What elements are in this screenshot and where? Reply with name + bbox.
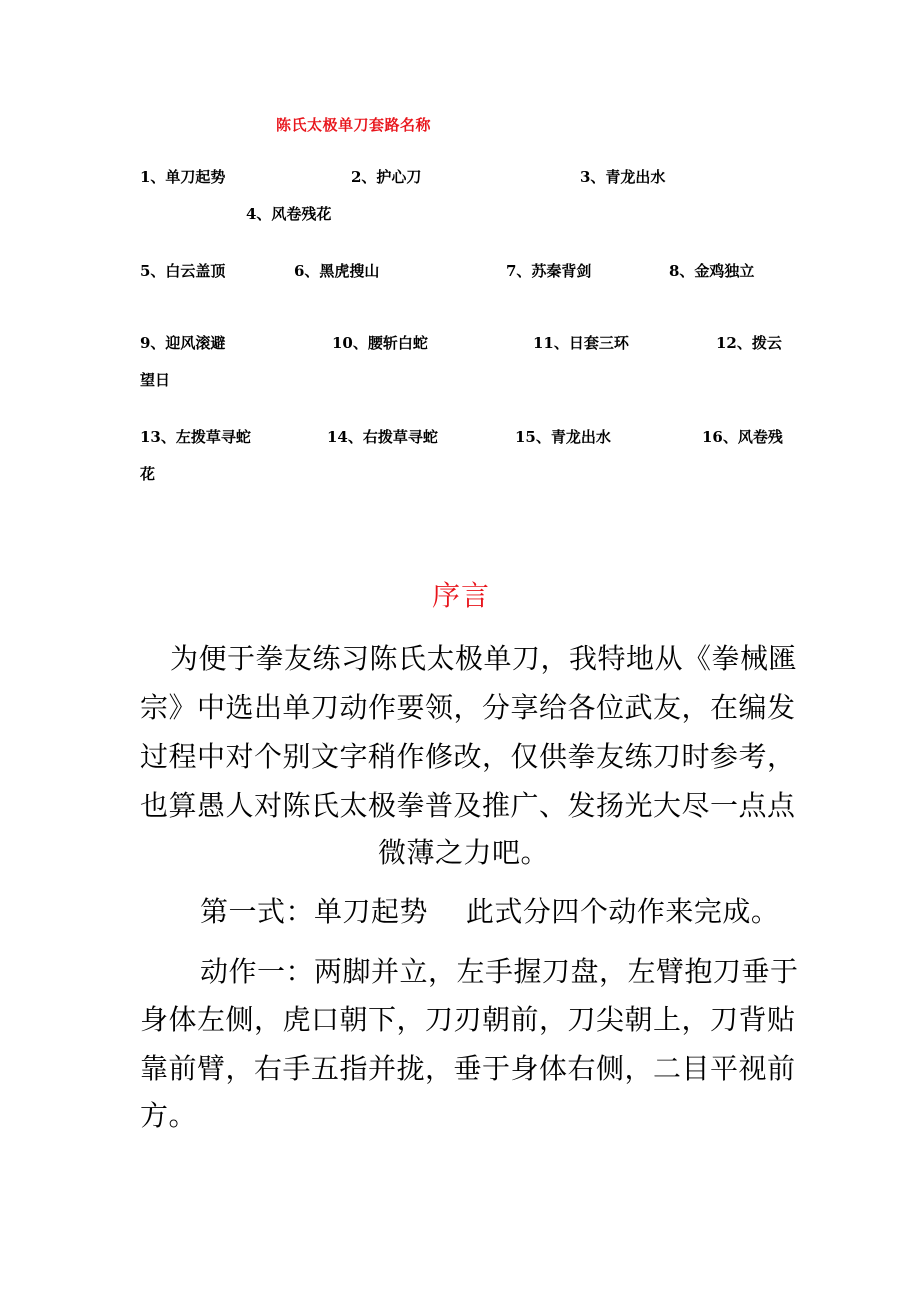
list-item: 13、左拨草寻蛇 [140,428,251,446]
list-item: 2、护心刀 [351,168,422,186]
list-title: 陈氏太极单刀套路名称 [276,116,432,134]
form-heading: 第一式：单刀起势 此式分四个动作来完成。 [200,895,780,928]
action-line: 动作一：两脚并立，左手握刀盘，左臂抱刀垂于 [200,955,799,988]
list-item: 16、风卷残 [702,428,783,446]
list-item: 1、单刀起势 [140,168,226,186]
preface-line: 过程中对个别文字稍作修改，仅供拳友练刀时参考， [140,740,796,773]
preface-line: 微薄之力吧。 [378,836,550,869]
preface-line: 宗》中选出单刀动作要领，分享给各位武友，在编发 [140,691,796,724]
list-item: 望日 [140,371,171,389]
list-item: 12、拨云 [716,334,782,352]
list-item: 15、青龙出水 [515,428,611,446]
preface-title: 序言 [432,579,491,612]
list-item: 5、白云盖顶 [140,262,226,280]
list-item: 6、黑虎搜山 [294,262,380,280]
list-item: 3、青龙出水 [580,168,666,186]
list-item: 11、日套三环 [533,334,629,352]
list-item: 10、腰斩白蛇 [332,334,428,352]
list-item: 7、苏秦背剑 [506,262,592,280]
preface-line: 为便于拳友练习陈氏太极单刀，我特地从《拳械匯 [170,642,798,675]
list-item: 9、迎风滚避 [140,334,226,352]
action-line: 靠前臂，右手五指并拢，垂于身体右侧，二目平视前 [140,1052,796,1085]
list-item: 4、风卷残花 [246,205,332,223]
list-item: 8、金鸡独立 [669,262,755,280]
preface-line: 也算愚人对陈氏太极拳普及推广、发扬光大尽一点点 [140,789,796,822]
list-item: 14、右拨草寻蛇 [327,428,438,446]
action-line: 身体左侧，虎口朝下，刀刃朝前，刀尖朝上，刀背贴 [140,1003,796,1036]
list-item: 花 [140,465,156,483]
action-line: 方。 [140,1099,198,1132]
